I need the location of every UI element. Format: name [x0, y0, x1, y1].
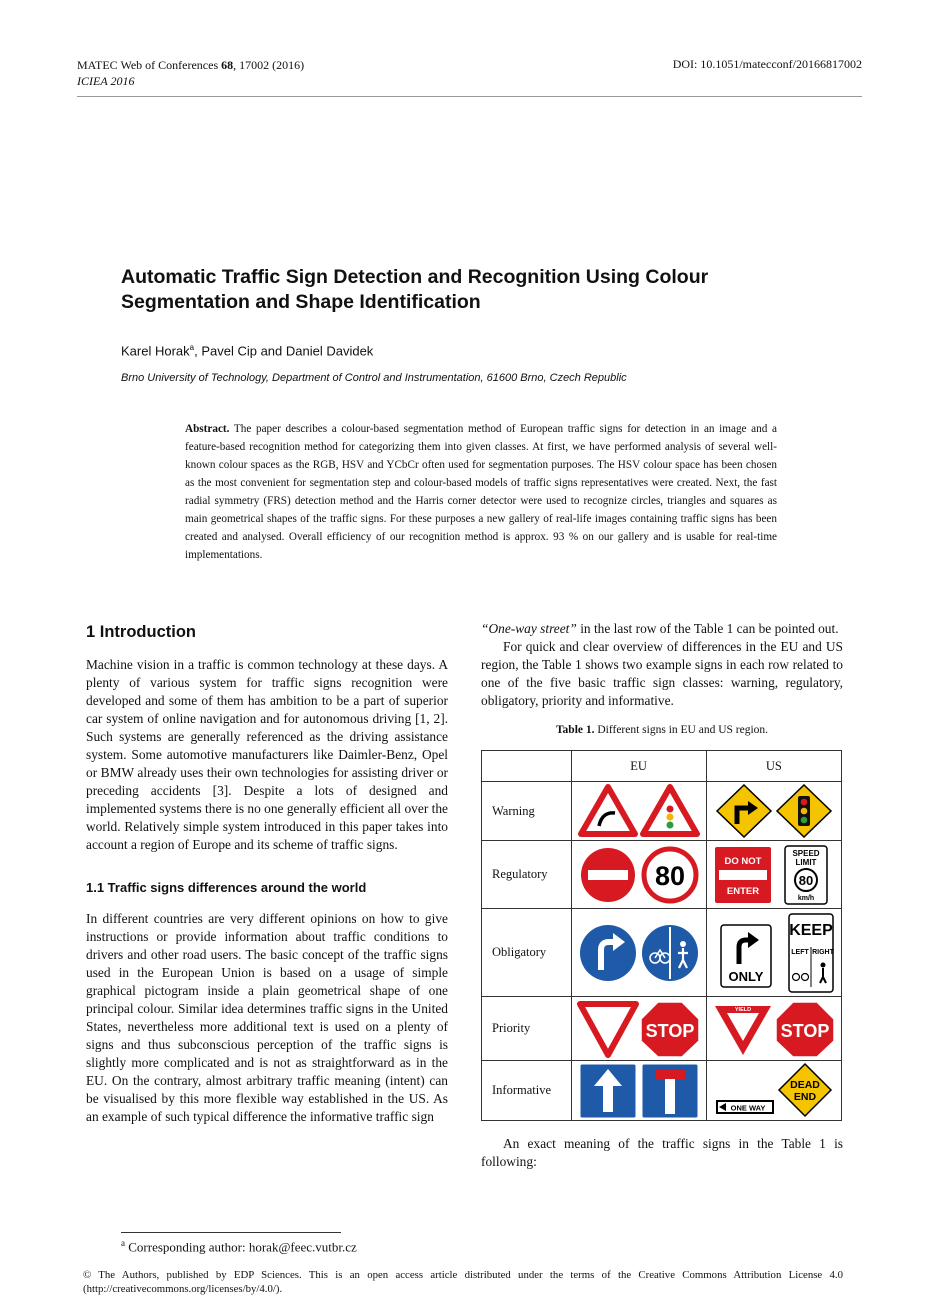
eu-obligatory-signs-graphic	[577, 922, 701, 984]
us-priority-signs-graphic	[712, 999, 836, 1059]
keep-text: KEEP	[789, 921, 833, 939]
table-caption	[481, 724, 843, 736]
footnote-mark: a	[121, 1238, 125, 1248]
eu-speed-value: 80	[654, 860, 685, 891]
footnote-divider	[121, 1232, 341, 1233]
intro-paragraph-1: Machine vision in a traffic is common technology at these days. A plenty of various system for traffic signs recognition were developed and some of them has ambition to be a part of superior car system of online navigation and for autonomous driving [1, 2]. Such systems are generally referenced as the driving assistance system. Some automotive manufacturers like Daimler-Benz, Opel or BMW already uses their own technologies for assisting driver or preceding accidents [3]. Despite a lots of designed and implemented systems there is no one generally efficient all over the world. Relatively simple system introduced in this paper takes into account a region of Europe and its scheme of traffic signs.	[86, 657, 448, 852]
us-priority-signs	[706, 997, 841, 1061]
limit-text: LIMIT	[795, 857, 817, 867]
dead-end-bar-icon	[655, 1070, 685, 1079]
conference-name: ICIEA 2016	[77, 74, 135, 88]
us-warning-signs	[706, 782, 841, 841]
us-speed-value: 80	[798, 872, 814, 888]
table-header-row	[482, 751, 842, 782]
row-label-warning: Warning	[482, 782, 572, 841]
row-label-informative: Informative	[482, 1061, 572, 1121]
intro-paragraph-2: In different countries are very different opinions on how to give instructions or provide information about traffic conditions to drivers and other road users. The basic concept of the traffic signs used in the European Union is based on a usage of simple graphical pictogram inside a plain geometrical shape of one principal colour. Similar idea determines traffic signs in the United States, nevertheless more additional text is used on a plenty of signs and thus subconscious perception of the traffic signs is slightly more complicated and is not as straightforward as in the EU. On the contrary, almost arbitrary traffic meaning (intent) can be visualised by this more flexible way established in the US. As an example of such typical difference the informative traffic sign	[86, 911, 448, 1124]
enter-text: ENTER	[726, 885, 759, 897]
eu-regulatory-signs	[571, 841, 706, 909]
table-caption-text: Different signs in EU and US region.	[594, 724, 769, 736]
speed-unit-text: km/h	[797, 894, 815, 902]
article-number: 17002	[239, 58, 270, 72]
other-authors: , Pavel Cip and Daniel Davidek	[194, 343, 374, 359]
eu-regulatory-signs-graphic	[577, 845, 701, 905]
us-regulatory-signs-graphic	[712, 844, 836, 906]
us-obligatory-signs	[706, 909, 841, 997]
speed-text: SPEED	[792, 848, 820, 858]
footnote	[121, 1238, 357, 1255]
first-author: Karel Horak	[121, 343, 190, 359]
red-light-icon	[666, 806, 673, 813]
row-label-obligatory: Obligatory	[482, 909, 572, 997]
subsection-heading: 1.1 Traffic signs differences around the world	[86, 880, 367, 895]
eu-warning-signs	[571, 782, 706, 841]
yield-text: YIELD	[734, 1006, 751, 1013]
one-way-text: ONE WAY	[730, 1103, 766, 1112]
overview-paragraph: For quick and clear overview of differences in the EU and US region, the Table 1 shows two example signs in each row related to one of the five basic traffic sign classes: warning, regulatory, obligatory, priority and informative.	[481, 639, 843, 708]
row-label-priority: Priority	[482, 997, 572, 1061]
turn-diamond-sign	[717, 785, 771, 837]
continued-paragraph	[481, 620, 843, 638]
green-light-icon	[666, 822, 673, 829]
pedestrian-head-icon	[680, 941, 686, 947]
us-informative-signs-graphic	[712, 1062, 836, 1120]
table-row	[482, 782, 842, 841]
running-header: MATEC Web of Conferences 68, 17002 (2016) ICIEA 2016	[77, 58, 305, 88]
eu-warning-signs-graphic	[577, 784, 701, 838]
signal-green-icon	[801, 817, 808, 824]
after-table-paragraph: An exact meaning of the traffic signs in the Table 1 is following:	[481, 1136, 843, 1169]
eu-priority-signs	[571, 997, 706, 1061]
only-text: ONLY	[728, 968, 764, 984]
author-footnote-mark: a	[189, 343, 195, 352]
journal-name: MATEC Web of Conferences	[77, 58, 219, 72]
table-row	[482, 997, 842, 1061]
affiliation: Brno University of Technology, Department of Control and Instrumentation, 61600 Brno, Czech Republic	[121, 372, 627, 384]
eu-informative-signs-graphic	[577, 1062, 701, 1120]
one-way-shaft-icon	[603, 1084, 613, 1112]
left-column	[86, 620, 448, 1126]
continued-text: in the last row of the Table 1 can be pointed out.	[576, 621, 839, 636]
right-column	[481, 620, 843, 1171]
eu-priority-signs-graphic	[577, 999, 701, 1059]
dead-text: DEAD	[789, 1078, 820, 1091]
do-not-text: DO NOT	[724, 855, 762, 867]
row-label-regulatory: Regulatory	[482, 841, 572, 909]
abstract-text: The paper describes a colour-based segmentation method of European traffic signs for detection in an image and a feature-based recognition method for categorizing them into given classes. At first, we have performed analysis of several well-known colour spaces as the RGB, HSV and YCbCr often used for segmentation purposes. The HSV colour space has been chosen as the most convenient for segmentation step and colour-based models of traffic signs representatives were created. Next, the fast radial symmetry (FRS) detection method and the Harris corner detector were used to recognize circles, triangles and squares as main geometrical shapes of the traffic signs. For these purposes a new gallery of real-life images containing traffic signs has been created and analysed. Overall efficiency of our recognition method is approx. 93 % on our gallery and is usable for real-time implementations.	[185, 423, 777, 561]
us-warning-signs-graphic	[712, 784, 836, 838]
eu-stop-text: STOP	[645, 1020, 694, 1041]
us-regulatory-signs	[706, 841, 841, 909]
table-row	[482, 909, 842, 997]
signal-amber-icon	[801, 808, 808, 815]
us-obligatory-signs-graphic	[712, 912, 836, 994]
do-not-enter-bar-icon	[719, 870, 767, 880]
us-pedestrian-head-icon	[820, 962, 825, 967]
volume: 68	[221, 58, 234, 72]
header-empty-cell	[482, 751, 572, 782]
turn-right-mandatory-sign	[580, 925, 636, 981]
right-text: RIGHT	[811, 948, 834, 956]
column-header-eu: EU	[571, 751, 706, 782]
eu-informative-signs	[571, 1061, 706, 1121]
license-text: © The Authors, published by EDP Sciences. This is an open access article distributed under the terms of the Creative Commons Attribution License 4.0 (http://creativecommons.org/licenses/by/4.0/).	[83, 1269, 843, 1295]
section-heading-introduction: 1 Introduction	[86, 623, 196, 641]
signal-red-icon	[801, 799, 808, 806]
signs-table	[481, 750, 842, 1121]
us-informative-signs	[706, 1061, 841, 1121]
curve-warning-sign	[581, 787, 635, 834]
table-row	[482, 841, 842, 909]
no-entry-bar-icon	[588, 870, 628, 880]
eu-yield-sign	[580, 1004, 636, 1055]
us-stop-text: STOP	[780, 1020, 830, 1041]
column-header-us: US	[706, 751, 841, 782]
doi[interactable]: DOI: 10.1051/matecconf/20166817002	[672, 57, 862, 71]
footnote-text: Corresponding author: horak@feec.vutbr.cz	[125, 1239, 357, 1255]
end-text: END	[793, 1090, 816, 1103]
paper-title: Automatic Traffic Sign Detection and Recognition Using Colour Segmentation and Shape Identification	[121, 266, 709, 313]
dead-end-stem-icon	[665, 1077, 675, 1114]
table-row	[482, 1061, 842, 1121]
year: (2016)	[272, 58, 305, 72]
left-text: LEFT	[791, 948, 809, 956]
amber-light-icon	[666, 814, 673, 821]
one-way-quote: “One-way street”	[481, 621, 577, 636]
author-list	[121, 343, 373, 358]
abstract	[185, 420, 777, 564]
header-divider	[77, 96, 862, 97]
abstract-label: Abstract.	[185, 423, 230, 435]
table-caption-label: Table 1.	[555, 724, 595, 736]
eu-obligatory-signs	[571, 909, 706, 997]
